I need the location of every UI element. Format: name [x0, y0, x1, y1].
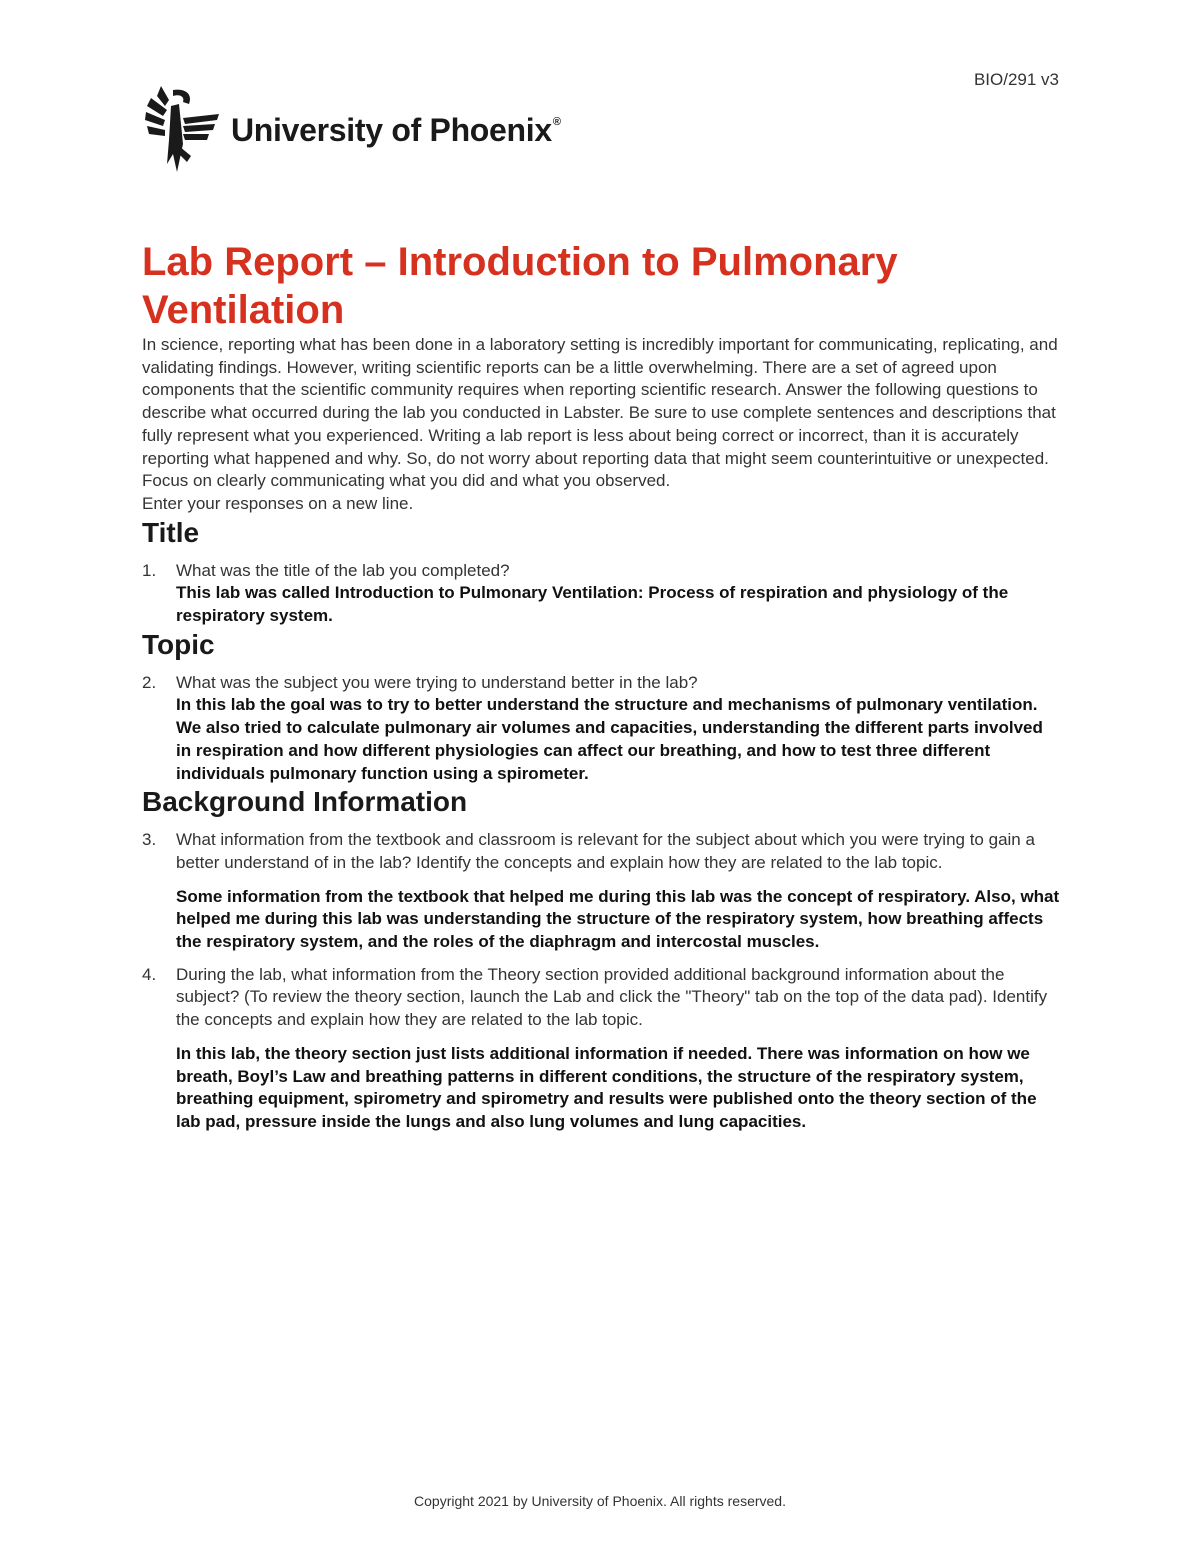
- document-title: Lab Report – Introduction to Pulmonary Ventilation: [142, 240, 898, 332]
- phoenix-bird-icon: [143, 84, 221, 176]
- question-item-2: [142, 672, 1060, 786]
- logo-text: University of Phoenix: [231, 111, 552, 148]
- section-heading-title: Title: [142, 516, 200, 548]
- question-list-background: [142, 829, 1060, 1133]
- intro-paragraph: In science, reporting what has been done in a laboratory setting is incredibly important for communicating, replicating, and validating findings. However, writing scientific reports can be a little overwhelming. There are a set of agreed upon components that the scientific community requires when reporting scientific research. Answer the following questions to describe what occurred during the lab you conducted in Labster. Be sure to use complete sentences and descriptions that fully represent what you experienced. Writing a lab report is less about being correct or incorrect, than it is accurately reporting what happened and why. So, do not worry about reporting data that might seem counterintuitive or unexpected. Focus on clearly communicating what you did and what you observed.: [142, 335, 1058, 491]
- question-list-title: [142, 560, 1060, 628]
- question-body: [176, 672, 1060, 786]
- question-number: 1.: [142, 560, 157, 580]
- copyright-footer: Copyright 2021 by University of Phoenix. All rights reserved.: [414, 1493, 786, 1509]
- question-text: What was the title of the lab you completed?: [176, 560, 510, 580]
- question-number: 3.: [142, 830, 157, 850]
- section-heading-topic: Topic: [142, 628, 215, 660]
- registered-mark: ®: [552, 115, 561, 128]
- question-text: During the lab, what information from the Theory section provided additional background information about the subject? (To review the theory section, launch the Lab and click the "Theory" tab on the top of the data pad). Identify the concepts and explain how they are related to the lab topic.: [176, 964, 1048, 1030]
- answer-text: In this lab, the theory section just lists additional information if needed. There was information on how we breath, Boyl’s Law and breathing patterns in different conditions, the structure of the respiratory system, breathing equipment, spirometry and spirometry and results were published onto the theory section of the lab pad, pressure inside the lungs and also lung volumes and lung capacities.: [176, 1043, 1037, 1131]
- answer-text: In this lab the goal was to try to better understand the structure and mechanisms of pulmonary ventilation. We also tried to calculate pulmonary air volumes and capacities, understanding the different parts involved in respiration and how different physiologies can affect our breathing, and how to test three different individuals pulmonary function using a spirometer.: [176, 695, 1043, 783]
- instruction-text: Enter your responses on a new line.: [142, 493, 414, 513]
- course-code: BIO/291 v3: [973, 70, 1059, 89]
- question-body: [176, 964, 1060, 1134]
- answer-text: Some information from the textbook that helped me during this lab was the concept of respiratory. Also, what helped me during this lab was understanding the structure of the respiratory system, how breathing affects the respiratory system, and the roles of the diaphragm and intercostal muscles.: [176, 886, 1060, 952]
- section-heading-background: Background Information: [142, 786, 468, 818]
- question-item-1: [142, 560, 1060, 628]
- question-number: 4.: [142, 964, 157, 984]
- logo-wordmark: [231, 112, 561, 149]
- question-item-3: [142, 829, 1060, 954]
- document-content: [142, 238, 1060, 1134]
- question-text: What information from the textbook and classroom is relevant for the subject about which you were trying to gain a better understand of in the lab? Identify the concepts and explain how they are related to the lab topic.: [176, 830, 1035, 872]
- question-body: [176, 560, 1060, 628]
- university-logo: [143, 84, 561, 176]
- question-number: 2.: [142, 672, 157, 692]
- answer-text: This lab was called Introduction to Pulmonary Ventilation: Process of respiration and physiology of the respiratory system.: [176, 583, 1009, 626]
- question-text: What was the subject you were trying to understand better in the lab?: [176, 672, 698, 692]
- question-item-4: [142, 964, 1060, 1134]
- question-body: [176, 829, 1060, 954]
- question-list-topic: [142, 672, 1060, 786]
